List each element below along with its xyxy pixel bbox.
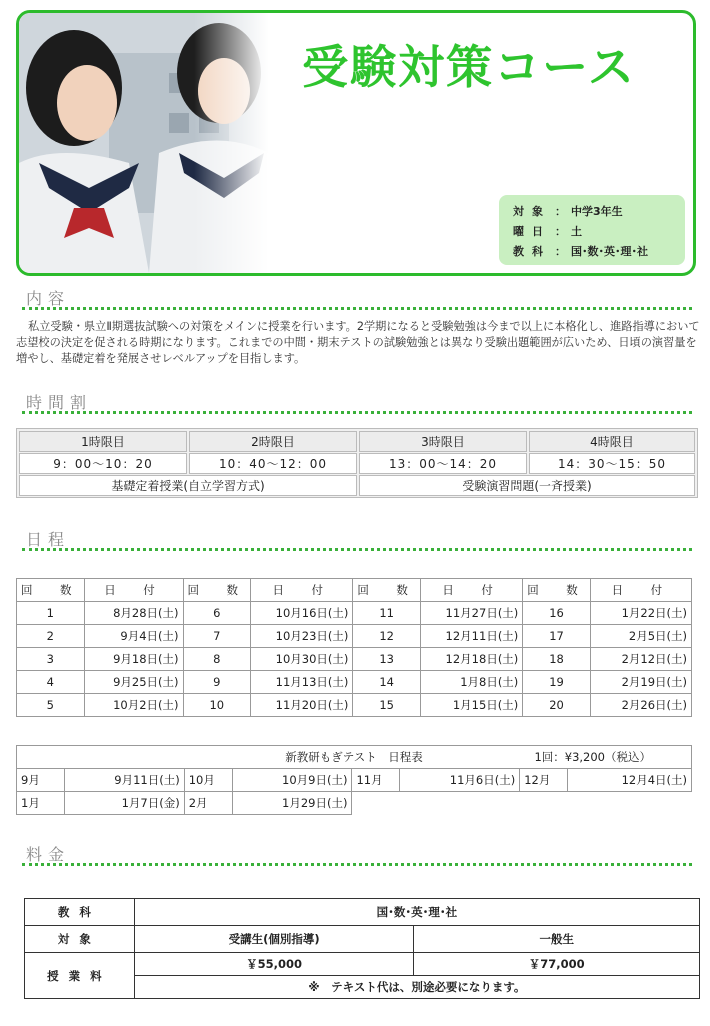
fee-target-student: 受講生(個別指導) — [134, 926, 414, 953]
session-number: 10 — [183, 694, 251, 717]
mogi-date: 1月29日(土) — [232, 792, 352, 815]
info-key: 対象 — [513, 205, 551, 218]
session-date: 12月18日(土) — [420, 648, 522, 671]
table-row — [17, 602, 692, 625]
table-row — [17, 694, 692, 717]
mogi-month: 12月 — [520, 769, 568, 792]
course-title: 受験対策コース — [302, 40, 636, 94]
block-afternoon: 受験演習問題(一斉授業) — [359, 475, 695, 496]
session-date: 2月19日(土) — [590, 671, 691, 694]
section-heading-timetable: 時間割 — [22, 390, 692, 414]
col-header-date: 日 付 — [590, 579, 691, 602]
session-date: 10月30日(土) — [251, 648, 353, 671]
mogi-date: 10月9日(土) — [232, 769, 352, 792]
session-date: 9月4日(土) — [84, 625, 183, 648]
col-header-date: 日 付 — [84, 579, 183, 602]
info-value: 国･数･英･理･社 — [571, 245, 648, 258]
fee-note: ※ テキスト代は、別途必要になります。 — [134, 976, 699, 999]
fee-label-target: 対象 — [25, 926, 135, 953]
content-paragraph: 私立受験・県立Ⅱ期選抜試験への対策をメインに授業を行います。2学期になると受験勉強は今まで以上に本格化し、進路指導において志望校の決定を促される時期になります。これまでの中間・期末テストの試験勉強とは異なり受験出題範囲が広いため、日頃の演習量を増やし、基礎定着を発展させレベルアップを目指します。 — [16, 320, 700, 365]
mogi-price: 1回：¥3,200（税込） — [534, 750, 651, 764]
session-date: 10月23日(土) — [251, 625, 353, 648]
info-value: 土 — [571, 225, 582, 238]
mogi-title: 新教研もぎテスト 日程表 — [285, 750, 423, 764]
course-info-box — [499, 195, 685, 265]
session-number: 20 — [523, 694, 591, 717]
session-number: 15 — [353, 694, 421, 717]
table-row — [17, 671, 692, 694]
session-date: 9月18日(土) — [84, 648, 183, 671]
fee-price-general: ￥77,000 — [414, 953, 700, 976]
col-header-date: 日 付 — [251, 579, 353, 602]
info-sep: ： — [555, 225, 566, 238]
timetable — [16, 428, 698, 498]
students-photo — [19, 13, 269, 273]
session-date: 12月11日(土) — [420, 625, 522, 648]
info-sep: ： — [555, 245, 566, 258]
session-date: 11月13日(土) — [251, 671, 353, 694]
session-date: 1月22日(土) — [590, 602, 691, 625]
fee-label-tuition: 授業料 — [25, 953, 135, 999]
col-header-num: 回 数 — [353, 579, 421, 602]
session-number: 11 — [353, 602, 421, 625]
session-number: 14 — [353, 671, 421, 694]
session-date: 1月15日(土) — [420, 694, 522, 717]
info-row-subject — [513, 243, 683, 259]
mogi-month: 11月 — [352, 769, 400, 792]
session-number: 19 — [523, 671, 591, 694]
session-date: 2月5日(土) — [590, 625, 691, 648]
info-sep: ： — [555, 205, 566, 218]
col-header-num: 回 数 — [523, 579, 591, 602]
block-morning: 基礎定着授業(自立学習方式) — [19, 475, 357, 496]
period-time: 13：00～14：20 — [359, 453, 527, 474]
section-heading-fee: 料金 — [22, 842, 692, 866]
fee-row-subject — [25, 899, 700, 926]
mogi-month: 10月 — [184, 769, 232, 792]
schedule-header-row — [17, 579, 692, 602]
session-number: 6 — [183, 602, 251, 625]
mogi-month: 2月 — [184, 792, 232, 815]
table-row — [17, 792, 692, 815]
info-key: 教科 — [513, 245, 551, 258]
period-header: 2時限目 — [189, 431, 357, 452]
session-number: 18 — [523, 648, 591, 671]
mogi-title-row — [17, 746, 692, 769]
table-row — [17, 648, 692, 671]
session-number: 9 — [183, 671, 251, 694]
session-date: 11月27日(土) — [420, 602, 522, 625]
session-number: 17 — [523, 625, 591, 648]
session-date: 2月26日(土) — [590, 694, 691, 717]
session-date: 11月20日(土) — [251, 694, 353, 717]
fee-table — [24, 898, 700, 999]
fee-price-student: ￥55,000 — [134, 953, 414, 976]
session-number: 1 — [17, 602, 85, 625]
session-date: 10月2日(土) — [84, 694, 183, 717]
fee-label-subject: 教科 — [25, 899, 135, 926]
section-heading-content: 内容 — [22, 286, 692, 310]
table-row — [17, 625, 692, 648]
mogi-month: 1月 — [17, 792, 65, 815]
session-date: 8月28日(土) — [84, 602, 183, 625]
col-header-num: 回 数 — [17, 579, 85, 602]
period-time: 14：30～15：50 — [529, 453, 695, 474]
session-number: 3 — [17, 648, 85, 671]
table-row — [17, 769, 692, 792]
schedule-table — [16, 578, 692, 717]
period-time: 9：00～10：20 — [19, 453, 187, 474]
session-number: 8 — [183, 648, 251, 671]
session-number: 2 — [17, 625, 85, 648]
session-number: 7 — [183, 625, 251, 648]
mogi-date: 12月4日(土) — [568, 769, 692, 792]
col-header-date: 日 付 — [420, 579, 522, 602]
mogi-title-cell — [17, 746, 692, 769]
fee-row-target — [25, 926, 700, 953]
info-row-day — [513, 223, 683, 239]
session-date: 10月16日(土) — [251, 602, 353, 625]
session-date: 1月8日(土) — [420, 671, 522, 694]
info-row-target — [513, 203, 683, 219]
fee-target-general: 一般生 — [414, 926, 700, 953]
mogi-date: 9月11日(土) — [64, 769, 184, 792]
section-heading-schedule: 日程 — [22, 527, 692, 551]
info-key: 曜日 — [513, 225, 551, 238]
period-time: 10：40～12：00 — [189, 453, 357, 474]
session-number: 4 — [17, 671, 85, 694]
session-number: 12 — [353, 625, 421, 648]
mogi-date: 11月6日(土) — [400, 769, 520, 792]
session-number: 5 — [17, 694, 85, 717]
mogi-date: 1月7日(金) — [64, 792, 184, 815]
fee-subject-value: 国･数･英･理･社 — [134, 899, 699, 926]
session-date: 2月12日(土) — [590, 648, 691, 671]
period-header: 4時限目 — [529, 431, 695, 452]
period-header: 1時限目 — [19, 431, 187, 452]
period-header: 3時限目 — [359, 431, 527, 452]
session-number: 16 — [523, 602, 591, 625]
info-value: 中学3年生 — [571, 205, 623, 218]
course-header — [16, 10, 696, 276]
mogi-test-table — [16, 745, 692, 815]
session-date: 9月25日(土) — [84, 671, 183, 694]
session-number: 13 — [353, 648, 421, 671]
empty-cell — [352, 792, 692, 815]
mogi-month: 9月 — [17, 769, 65, 792]
col-header-num: 回 数 — [183, 579, 251, 602]
fee-row-price — [25, 953, 700, 976]
